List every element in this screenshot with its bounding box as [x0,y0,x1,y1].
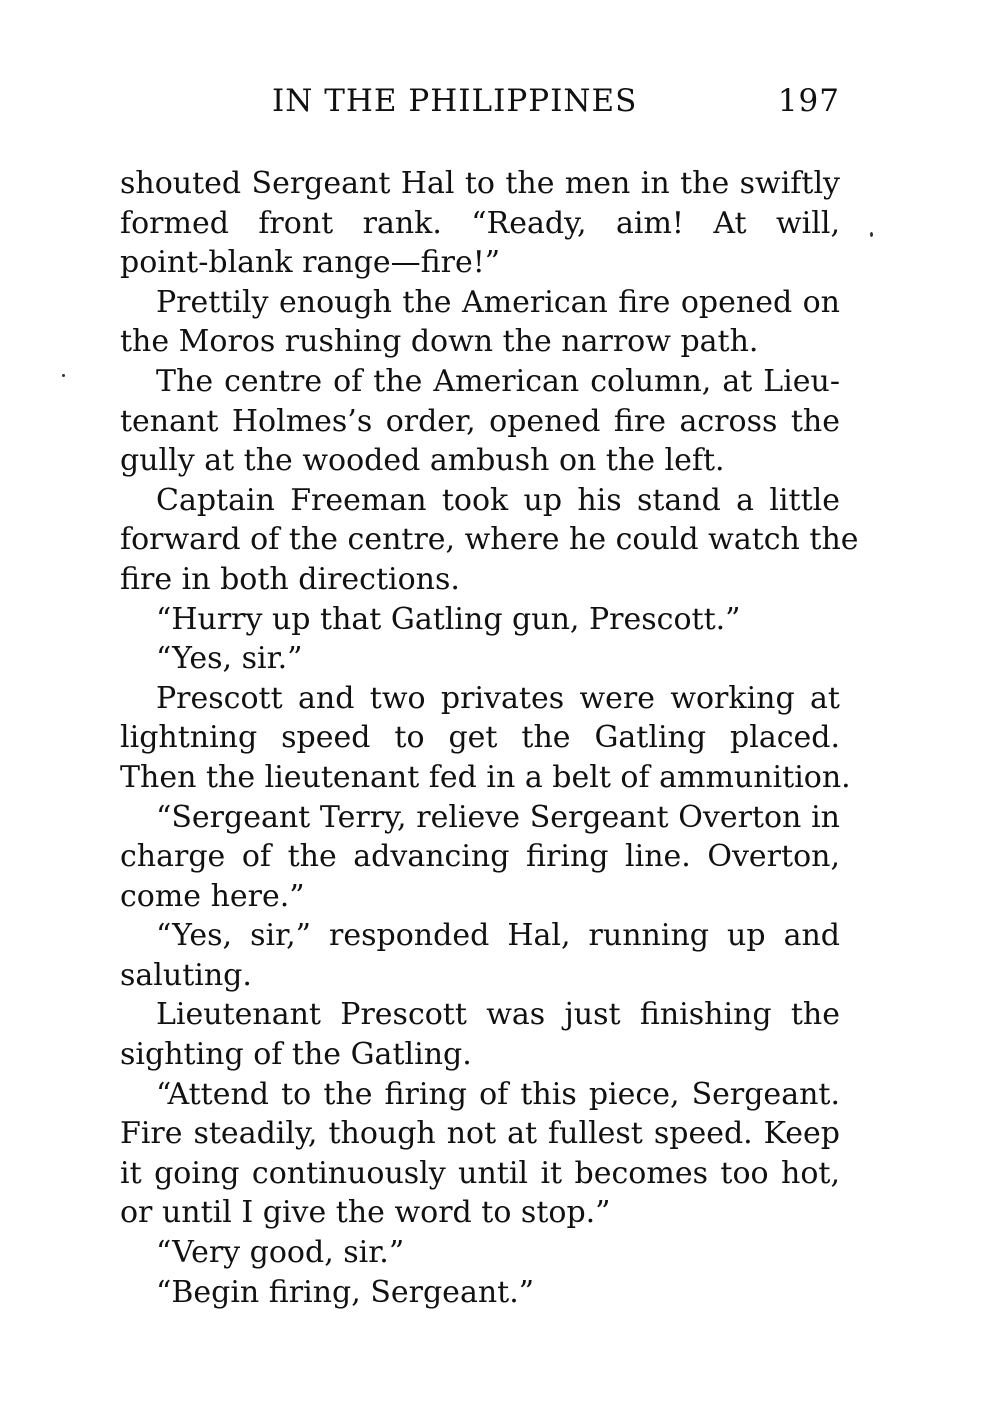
text-line: saluting. [120,957,252,993]
dialogue-line: “Begin firing, Sergeant.” [156,1274,535,1310]
text-line: fire in both directions. [120,561,460,597]
body-text [120,164,859,1312]
dialogue-line: “Sergeant Terry, relieve Sergeant Overton in [156,799,840,835]
paragraph-start-line: Prettily enough the American fire opened on [156,284,840,320]
paragraph-start-line: Prescott and two privates were working at [156,680,840,716]
running-title: IN THE PHILIPPINES [272,83,638,119]
text-line: sighting of the Gatling. [120,1037,472,1073]
page-number: 197 [777,83,840,119]
text-line: it going continuously until it becomes too hot, [120,1155,840,1191]
dialogue-line: “Yes, sir.” [156,641,303,677]
paragraph-start-line: Lieutenant Prescott was just finishing the [156,997,840,1033]
text-line: Then the lieutenant fed in a belt of ammunition. [120,759,851,795]
text-line: point-blank range—fire!” [120,245,501,281]
text-line: charge of the advancing firing line. Overton, [120,839,840,875]
text-line: tenant Holmes’s order, opened fire across the [120,403,840,439]
dialogue-line: “Hurry up that Gatling gun, Prescott.” [156,601,741,637]
dialogue-line: “Yes, sir,” responded Hal, running up and [156,918,840,954]
text-line: lightning speed to get the Gatling placed. [120,720,840,756]
running-header [120,83,840,123]
dialogue-line: “Attend to the firing of this piece, Sergeant. [156,1076,840,1112]
text-line: come here.” [120,878,305,914]
print-speck [62,374,65,377]
text-line: Fire steadily, though not at fullest speed. Keep [120,1116,840,1152]
text-line: the Moros rushing down the narrow path. [120,324,759,360]
text-line: gully at the wooded ambush on the left. [120,443,725,479]
text-line: forward of the centre, where he could watch the [120,522,859,558]
paragraph-start-line: The centre of the American column, at Lieu- [156,363,840,399]
dialogue-line: “Very good, sir.” [156,1235,405,1271]
text-line: shouted Sergeant Hal to the men in the swiftly [120,166,840,201]
print-speck [870,232,873,237]
paragraph-start-line: Captain Freeman took up his stand a little [156,482,840,518]
text-line: or until I give the word to stop.” [120,1195,611,1231]
text-line: formed front rank. “Ready, aim! At will, [120,205,840,241]
